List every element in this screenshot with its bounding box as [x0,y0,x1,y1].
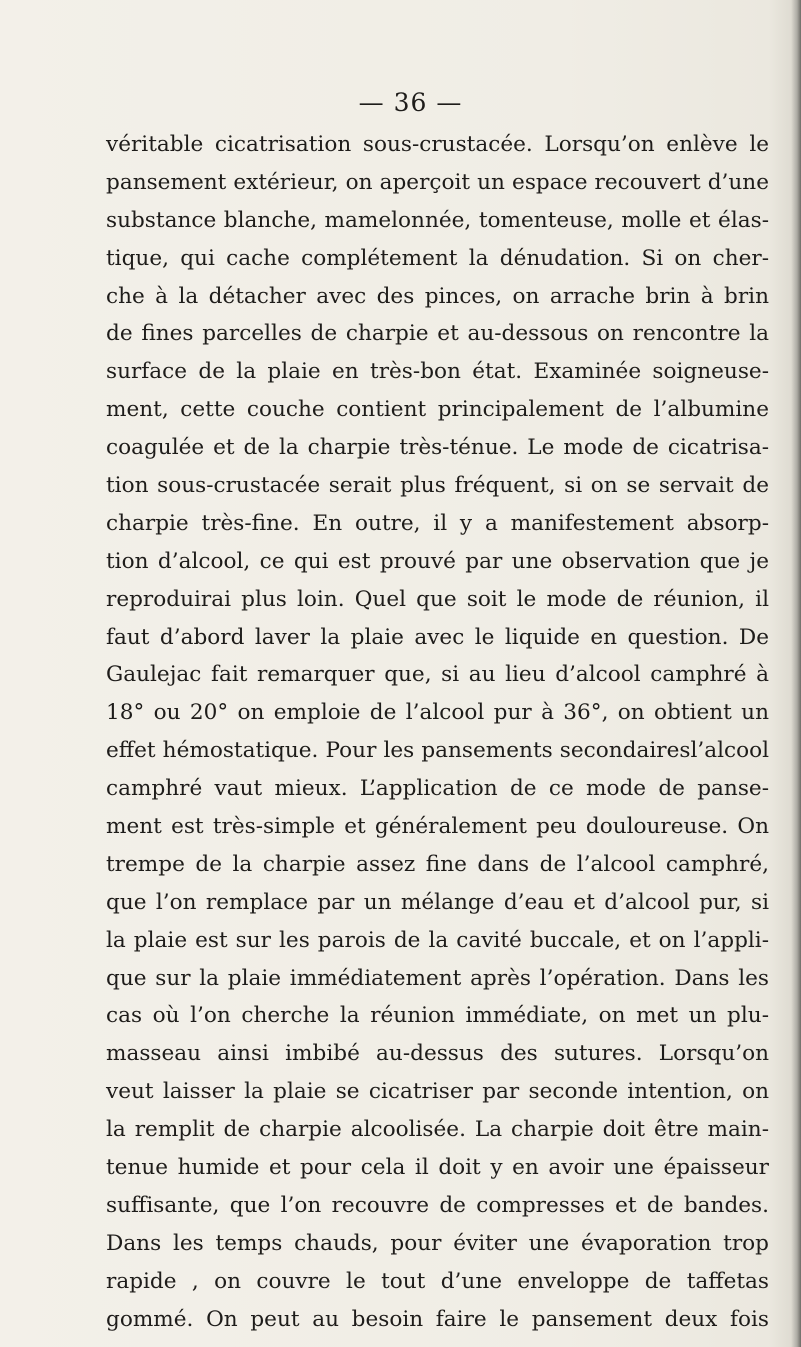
text-line: coagulée et de la charpie très-ténue. Le mode de cicatrisa- [106,435,769,461]
text-line: surface de la plaie en très-bon état. Examinée soigneuse- [106,359,769,385]
text-line: rapide , on couvre le tout d’une enveloppe de taffetas [106,1268,769,1294]
text-line: veut laisser la plaie se cicatriser par seconde intention, on [106,1079,769,1105]
text-line: trempe de la charpie assez fine dans de l’alcool camphré, [106,851,769,877]
text-line: cas où l’on cherche la réunion immédiate, on met un plu- [106,1003,769,1029]
text-line: reproduirai plus loin. Quel que soit le mode de réunion, il [106,586,769,612]
text-line: suffisante, que l’on recouvre de compresses et de bandes. [106,1192,769,1218]
text-line: que sur la plaie immédiatement après l’opération. Dans les [106,965,769,991]
text-line: masseau ainsi imbibé au-dessus des sutures. Lorsqu’on [106,1041,769,1067]
text-line: charpie très-fine. En outre, il y a manifestement absorp- [106,510,769,536]
text-line: véritable cicatrisation sous-crustacée. Lorsqu’on enlève le [106,132,769,157]
page-edge-shadow [791,0,801,1347]
text-line: la remplit de charpie alcoolisée. La charpie doit être main- [106,1117,769,1143]
text-line: Gaulejac fait remarquer que, si au lieu d’alcool camphré à [106,662,769,688]
text-line: tique, qui cache complétement la dénudation. Si on cher- [106,245,769,271]
text-line: camphré vaut mieux. L’application de ce mode de panse- [106,776,769,802]
text-line: gommé. On peut au besoin faire le pansement deux fois [106,1306,769,1332]
text-line: ment est très-simple et généralement peu douloureuse. On [106,814,769,840]
text-line: pansement extérieur, on aperçoit un espace recouvert d’une [106,169,769,195]
text-line: de fines parcelles de charpie et au-dessous on rencontre la [106,321,769,347]
text-line: tion sous-crustacée serait plus fréquent, si on se servait de [106,473,769,499]
text-line: que l’on remplace par un mélange d’eau et d’alcool pur, si [106,889,769,915]
body-text [106,126,769,1339]
text-line: faut d’abord laver la plaie avec le liquide en question. De [106,624,769,650]
text-line: Dans les temps chauds, pour éviter une évaporation trop [106,1230,769,1256]
text-line: che à la détacher avec des pinces, on arrache brin à brin [106,283,769,309]
text-line: substance blanche, mamelonnée, tomenteuse, molle et élas- [106,207,769,233]
text-line: ment, cette couche contient principalement de l’albumine [106,397,769,423]
text-line: 18° ou 20° on emploie de l’alcool pur à 36°, on obtient un [106,700,769,726]
text-line: tion d’alcool, ce qui est prouvé par une observation que je [106,548,769,574]
text-line: la plaie est sur les parois de la cavité buccale, et on l’appli- [106,927,769,953]
text-line: effet hémostatique. Pour les pansements secondairesl’alcool [106,738,769,764]
text-line: tenue humide et pour cela il doit y en avoir une épaisseur [106,1155,769,1181]
page-number: — 36 — [358,88,463,117]
